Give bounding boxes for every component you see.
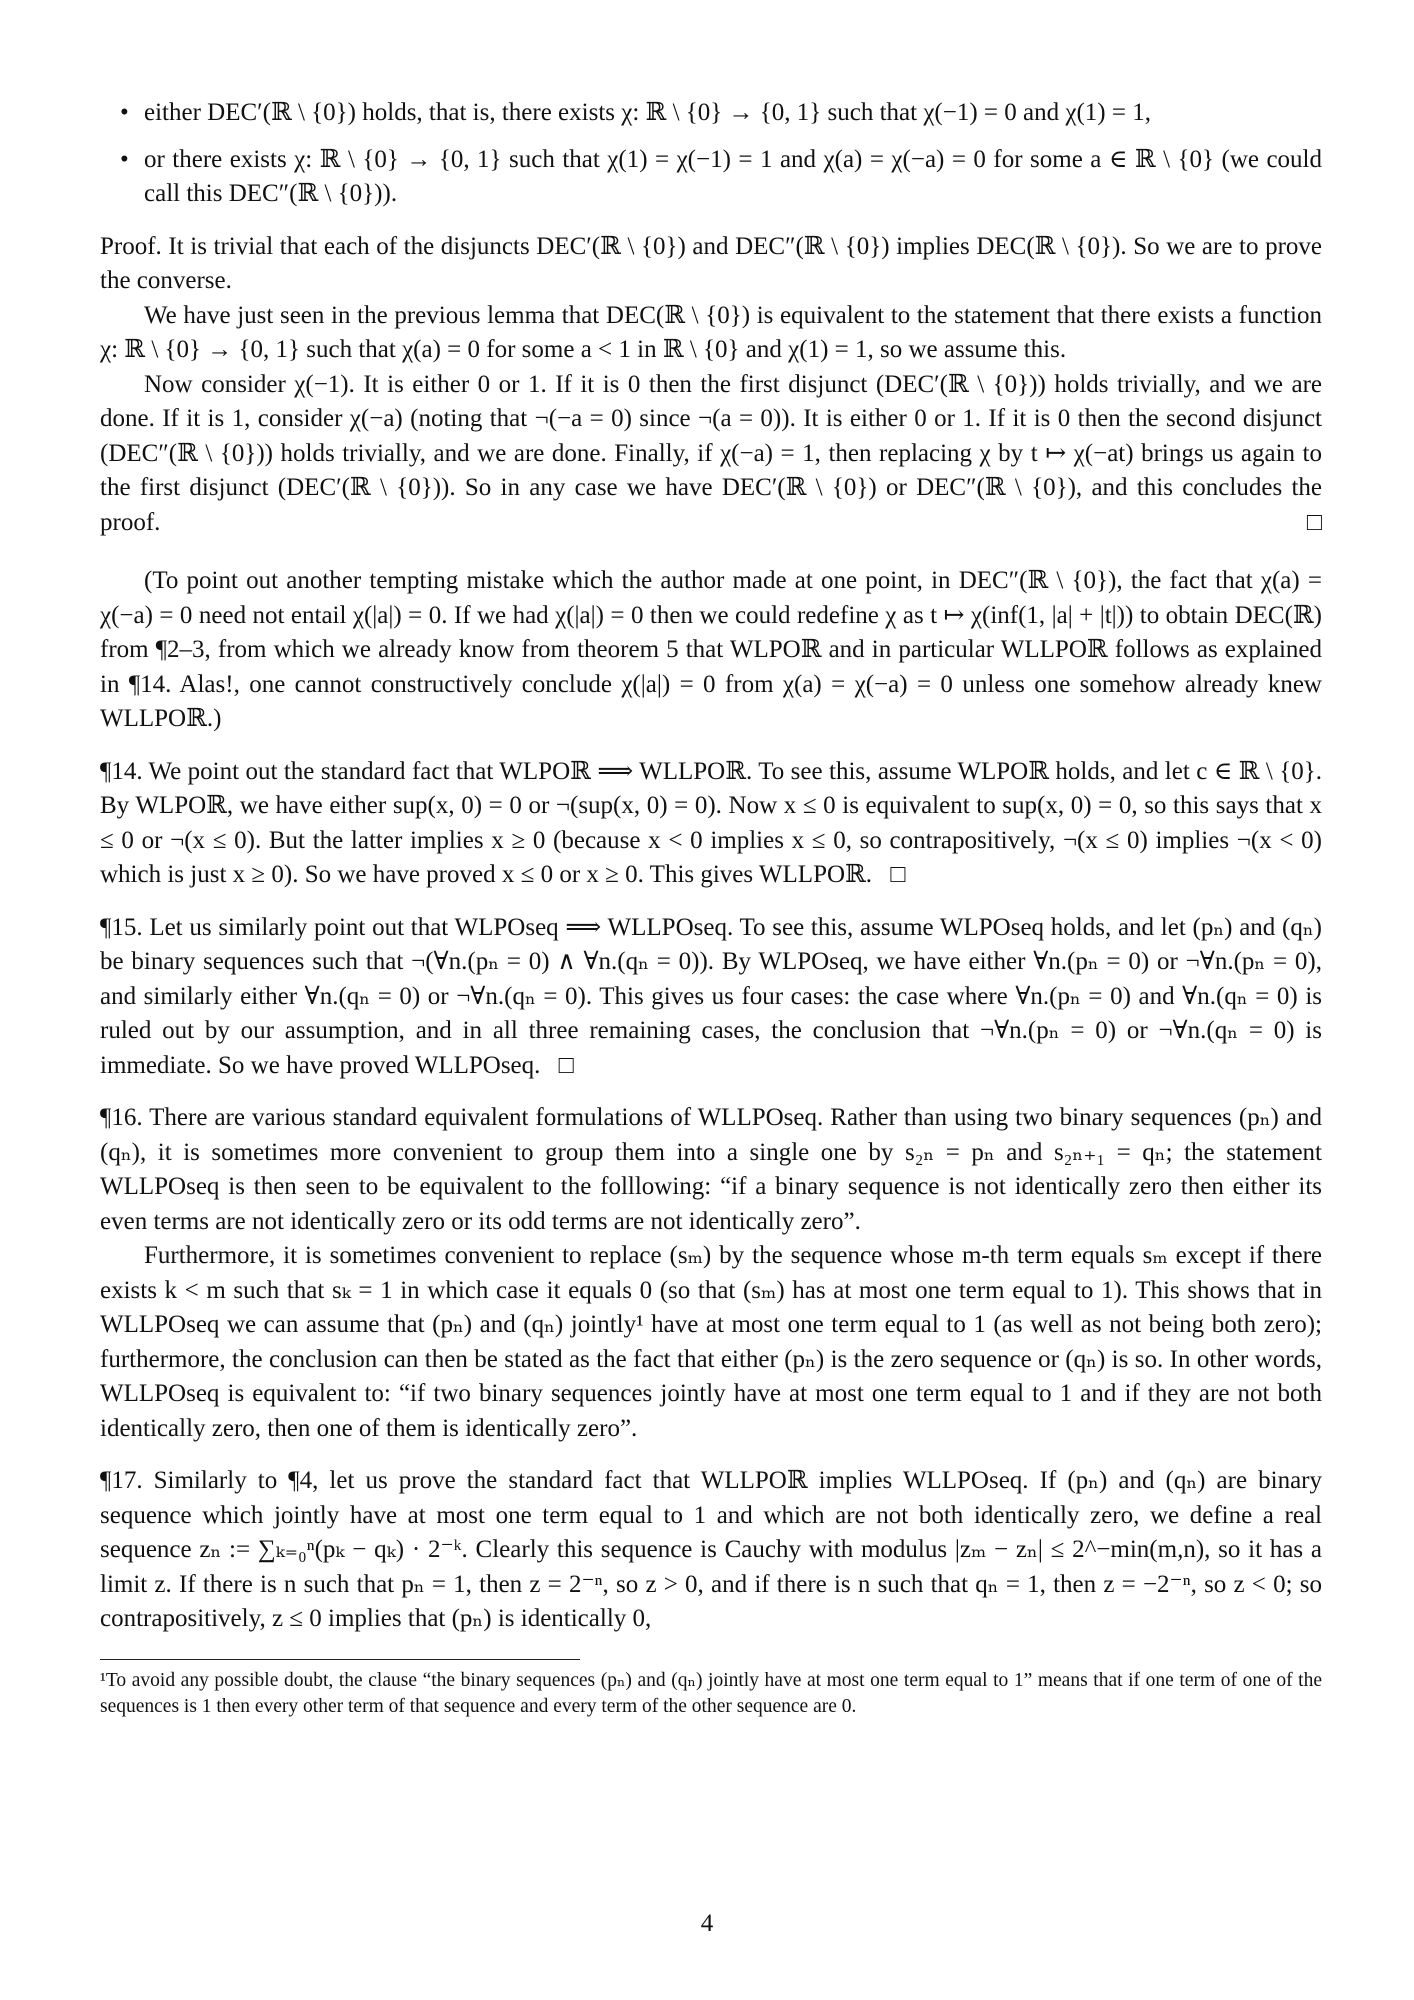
qed-symbol: □ <box>890 861 906 888</box>
qed-symbol: □ <box>558 1051 574 1079</box>
proof-paragraph-3 <box>100 368 1322 541</box>
footnote-divider <box>100 1659 580 1660</box>
proof-paragraph-3-text: Now consider χ(−1). It is either 0 or 1. If it is 0 then the first disjunct (DEC′(ℝ \ {0})) holds trivially, and we are done. If it is 1, consider χ(−a) (noting that ¬(−a = 0) since ¬(a = 0)). It is either 0 or 1. If it is 0 then the second disjunct (DEC″(ℝ \ {0})) holds trivially, and we are done. Finally, if χ(−a) = 1, then replacing χ by t ↦ χ(−at) brings us again to the first disjunct (DEC′(ℝ \ {0})). So in any case we have DEC′(ℝ \ {0}) or DEC″(ℝ \ {0}), and this concludes the proof. <box>100 370 1322 536</box>
section-14-text: ¶14. We point out the standard fact that WLPOℝ ⟹ WLLPOℝ. To see this, assume WLPOℝ holds, and let c ∈ ℝ \ {0}. By WLPOℝ, we have either sup(x, 0) = 0 or ¬(sup(x, 0) = 0). Now x ≤ 0 is equivalent to sup(x, 0) = 0, so this says that x ≤ 0 or ¬(x ≤ 0). But the latter implies x ≥ 0 (because x < 0 implies x ≤ 0, so contrapositively, ¬(x ≤ 0) implies ¬(x < 0) which is just x ≥ 0). So we have proved x ≤ 0 or x ≥ 0. This gives WLLPOℝ. <box>100 757 1322 888</box>
disjunct-list <box>100 96 1322 212</box>
section-16-continued: Furthermore, it is sometimes convenient to replace (sₘ) by the sequence whose m-th term equals sₘ except if there exists k < m such that sₖ = 1 in which case it equals 0 (so that (sₘ) has at most one term equal to 1). This shows that in WLLPOseq we can assume that (pₙ) and (qₙ) jointly¹ have at most one term equal to 1 (as well as not being both zero); furthermore, the conclusion can then be stated as the fact that either (pₙ) is the zero sequence or (qₙ) is so. In other words, WLLPOseq is equivalent to: “if two binary sequences jointly have at most one term equal to 1 and if they are not both identically zero, then one of them is identically zero”. <box>100 1242 1322 1442</box>
bullet-item-dec-prime: • either DEC′(ℝ \ {0}) holds, that is, there exists χ: ℝ \ {0} → {0, 1} such that χ(−1) = 0 and χ(1) = 1, <box>144 96 1322 131</box>
qed-symbol: □ <box>1306 508 1322 536</box>
section-15 <box>100 911 1322 1084</box>
footnote-1: ¹To avoid any possible doubt, the clause “the binary sequences (pₙ) and (qₙ) jointly have at most one term equal to 1” means that if one term of one of the sequences is 1 then every other term of that sequence and every term of the other sequence are 0. <box>100 1669 1322 1717</box>
section-16: ¶16. There are various standard equivalent formulations of WLLPOseq. Rather than using two binary sequences (pₙ) and (qₙ), it is sometimes more convenient to group them into a single one by s₂ₙ = pₙ and s₂ₙ₊₁ = qₙ; the statement WLLPOseq is then seen to be equivalent to the folllowing: “if a binary sequence is not identically zero then either its even terms are not identically zero or its odd terms are not identically zero”. <box>100 1104 1322 1235</box>
section-15-text: ¶15. Let us similarly point out that WLPOseq ⟹ WLLPOseq. To see this, assume WLPOseq holds, and let (pₙ) and (qₙ) be binary sequences such that ¬(∀n.(pₙ = 0) ∧ ∀n.(qₙ = 0)). By WLPOseq, we have either ∀n.(pₙ = 0) or ¬∀n.(pₙ = 0), and similarly either ∀n.(qₙ = 0) or ¬∀n.(qₙ = 0). This gives us four cases: the case where ∀n.(pₙ = 0) and ∀n.(qₙ = 0) is ruled out by our assumption, and in all three remaining cases, the conclusion that ¬∀n.(pₙ = 0) or ¬∀n.(qₙ = 0) is immediate. So we have proved WLLPOseq. <box>100 913 1322 1079</box>
section-14 <box>100 755 1322 893</box>
bullet-item-dec-double-prime: • or there exists χ: ℝ \ {0} → {0, 1} such that χ(1) = χ(−1) = 1 and χ(a) = χ(−a) = 0 for some a ∈ ℝ \ {0} (we could call this DEC″(ℝ \ {0})). <box>144 143 1322 212</box>
proof-paragraph-1: Proof. It is trivial that each of the disjuncts DEC′(ℝ \ {0}) and DEC″(ℝ \ {0}) implies DEC(ℝ \ {0}). So we are to prove the converse. <box>100 232 1322 294</box>
page-number: 4 <box>700 1910 714 1937</box>
remark-paragraph: (To point out another tempting mistake which the author made at one point, in DEC″(ℝ \ {0}), the fact that χ(a) = χ(−a) = 0 need not entail χ(|a|) = 0. If we had χ(|a|) = 0 then we could redefine χ as t ↦ χ(inf(1, |a| + |t|)) to obtain DEC(ℝ) from ¶2–3, from which we already know from theorem 5 that WLPOℝ and in particular WLLPOℝ follows as explained in ¶14. Alas!, one cannot constructively conclude χ(|a|) = 0 from χ(a) = χ(−a) = 0 unless one somehow already knew WLLPOℝ.) <box>100 567 1322 732</box>
section-17: ¶17. Similarly to ¶4, let us prove the standard fact that WLLPOℝ implies WLLPOseq. If (pₙ) and (qₙ) are binary sequence which jointly have at most one term equal to 1 and which are not both identically zero, we define a real sequence zₙ := ∑ₖ₌₀ⁿ(pₖ − qₖ) · 2⁻ᵏ. Clearly this sequence is Cauchy with modulus |zₘ − zₙ| ≤ 2^−min(m,n), so it has a limit z. If there is n such that pₙ = 1, then z = 2⁻ⁿ, so z > 0, and if there is n such that qₙ = 1, then z = −2⁻ⁿ, so z < 0; so contrapositively, z ≤ 0 implies that (pₙ) is identically 0, <box>100 1467 1322 1632</box>
proof-paragraph-2: We have just seen in the previous lemma that DEC(ℝ \ {0}) is equivalent to the statement that there exists a function χ: ℝ \ {0} → {0, 1} such that χ(a) = 0 for some a < 1 in ℝ \ {0} and χ(1) = 1, so we assume this. <box>100 301 1322 363</box>
